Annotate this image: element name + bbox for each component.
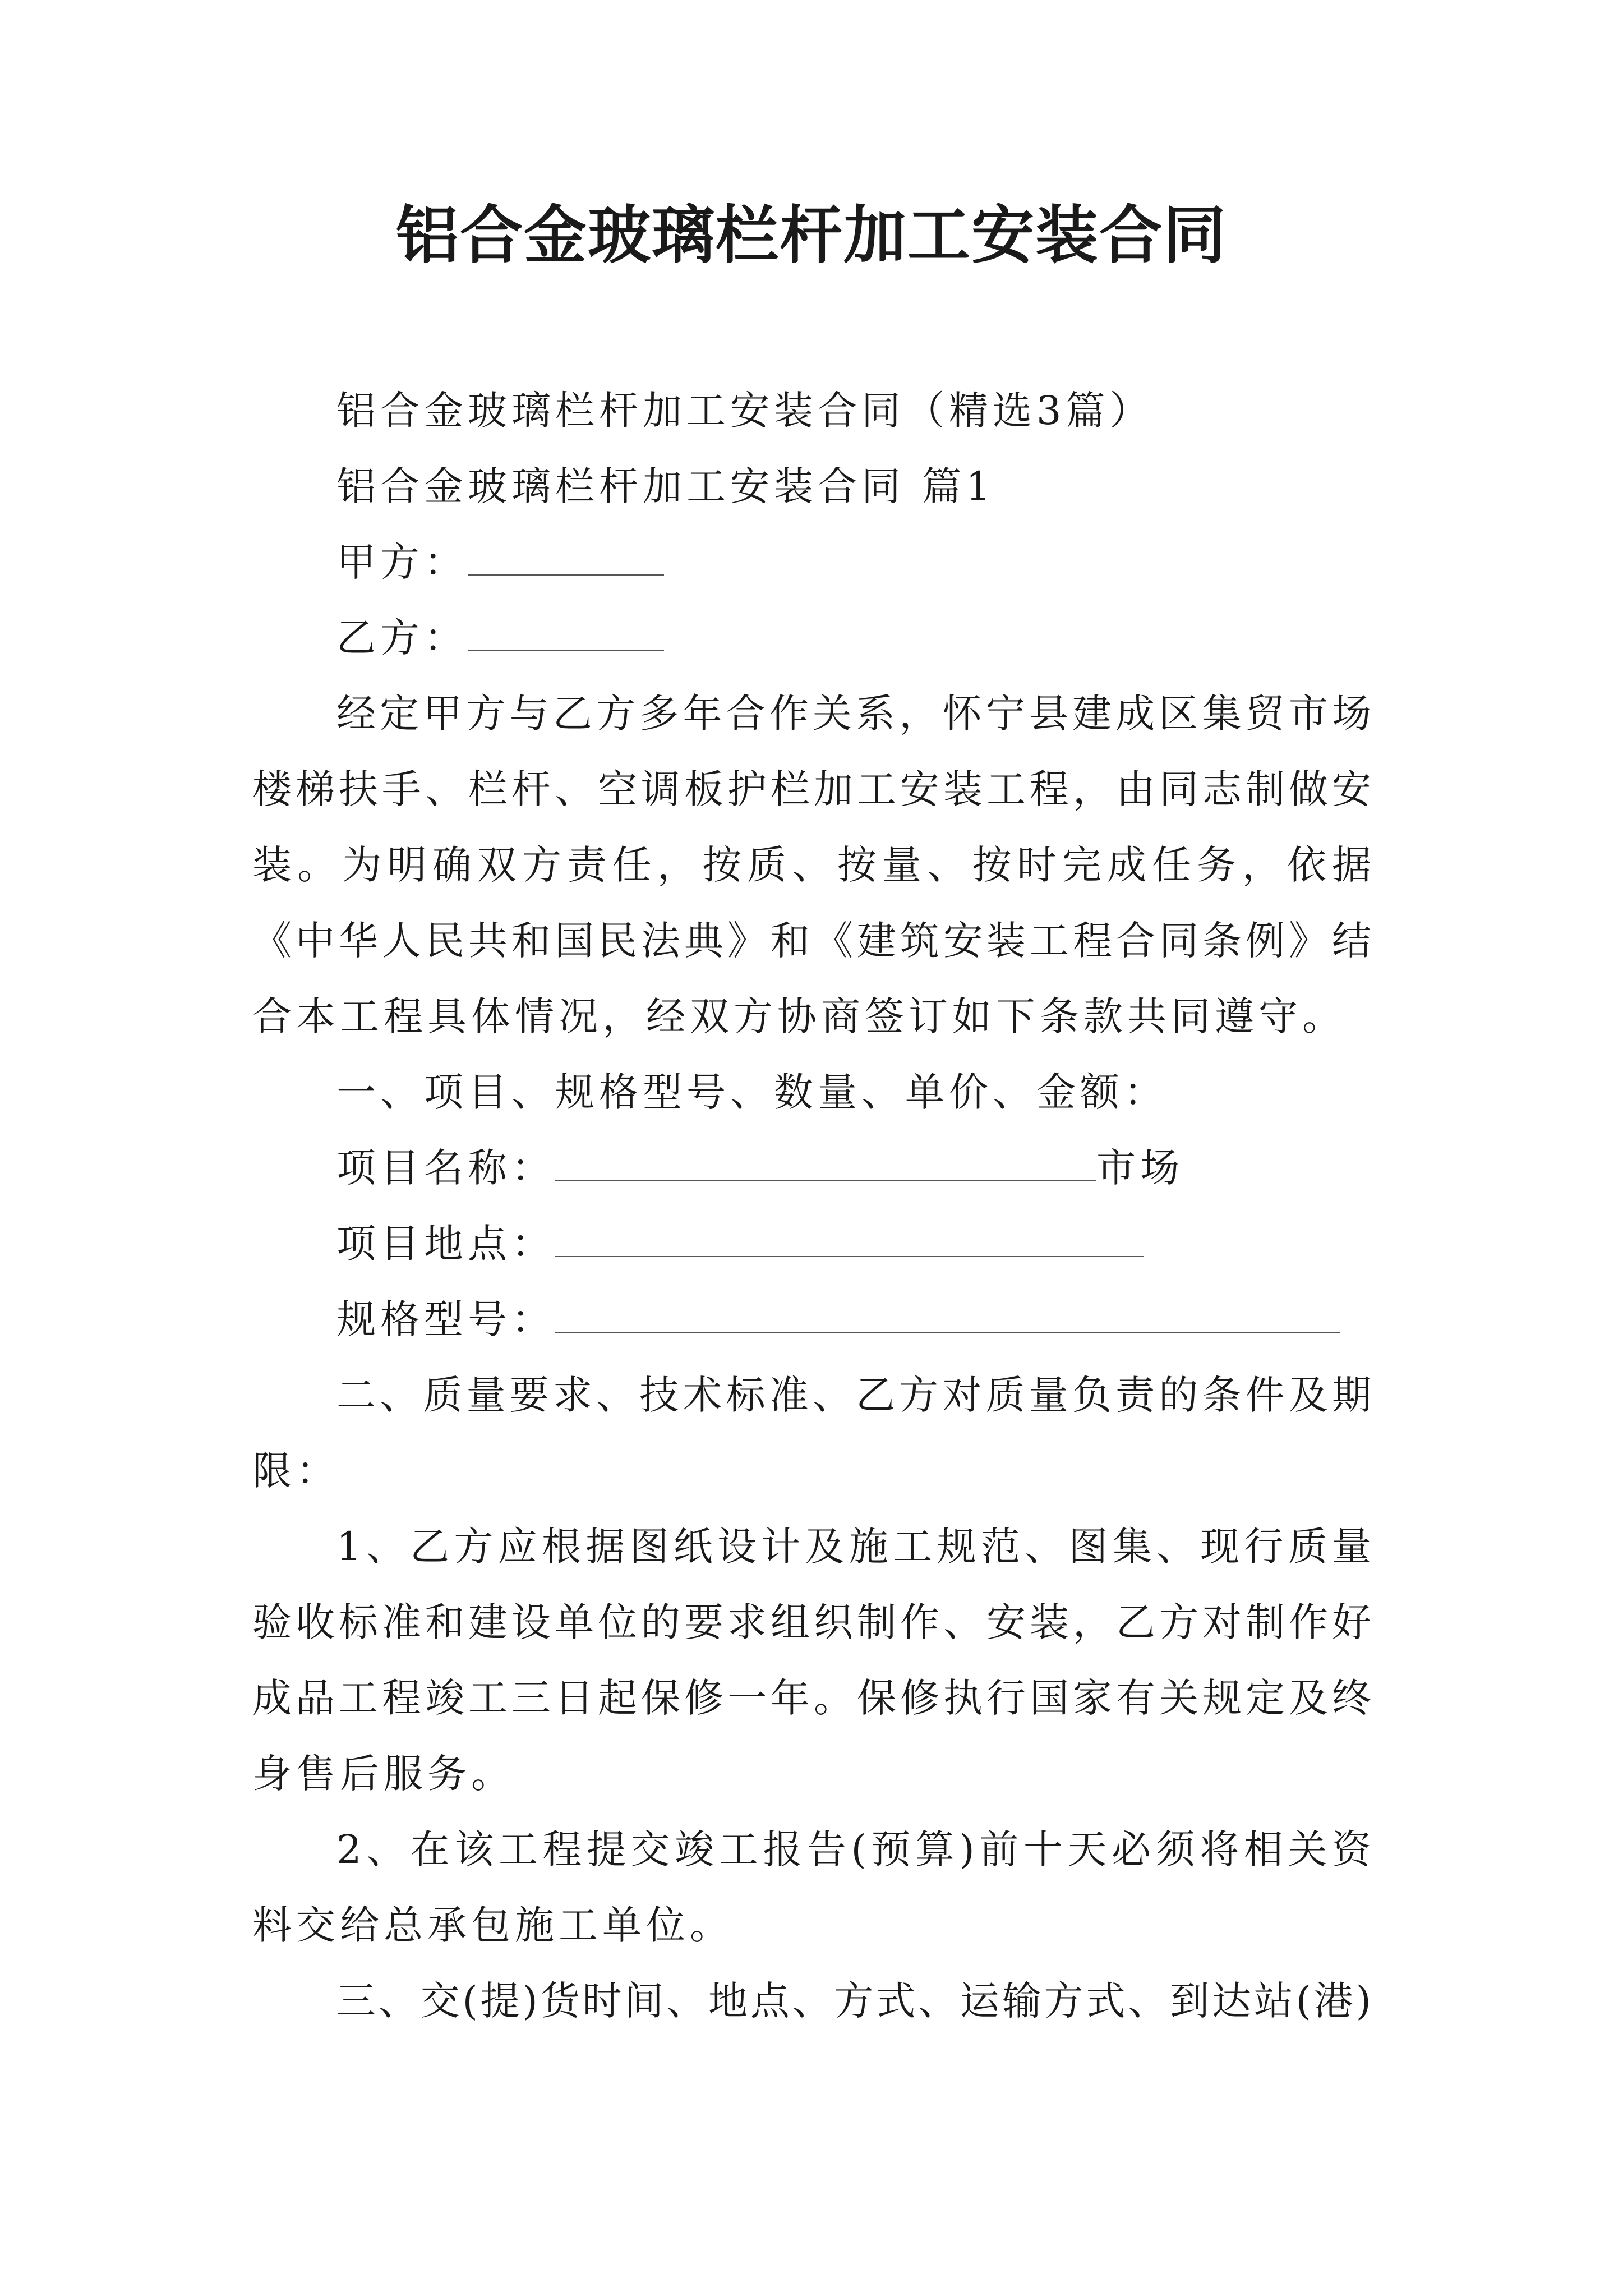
project-name-label: 项目名称： (336, 1145, 555, 1191)
intro-line-2: 楼梯扶手、栏杆、空调板护栏加工安装工程，由同志制做安 (252, 766, 1371, 812)
intro-line-1: 经定甲方与乙方多年合作关系，怀宁县建成区集贸市场 (336, 691, 1371, 737)
clause-2-line-1: 二、质量要求、技术标准、乙方对质量负责的条件及期 (336, 1372, 1371, 1418)
party-b-blank (468, 615, 664, 651)
clause-1-heading: 一、项目、规格型号、数量、单价、金额： (336, 1069, 1168, 1115)
party-a-blank (468, 540, 664, 576)
project-name-blank (555, 1145, 1096, 1181)
intro-line-5: 合本工程具体情况，经双方协商签订如下条款共同遵守。 (252, 993, 1346, 1039)
page-title: 铝合金玻璃栏杆加工安装合同 (396, 199, 1227, 272)
item-1-line-3: 成品工程竣工三日起保修一年。保修执行国家有关规定及终 (252, 1675, 1371, 1721)
item-1-line-2: 验收标准和建设单位的要求组织制作、安装，乙方对制作好 (252, 1599, 1371, 1645)
project-name-line (336, 1140, 1184, 1196)
item-1-line-1: 1、乙方应根据图纸设计及施工规范、图集、现行质量 (336, 1524, 1371, 1570)
spec-label: 规格型号： (336, 1296, 555, 1342)
project-location-label: 项目地点： (336, 1221, 555, 1267)
project-name-suffix: 市场 (1096, 1145, 1184, 1191)
item-1-line-4: 身售后服务。 (252, 1751, 515, 1797)
spec-line (336, 1291, 1340, 1347)
intro-line-3: 装。为明确双方责任，按质、按量、按时完成任务，依据 (252, 842, 1371, 888)
item-2-line-2: 料交给总承包施工单位。 (252, 1902, 734, 1948)
clause-2-line-2: 限： (252, 1448, 340, 1494)
item-2-line-1: 2、在该工程提交竣工报告(预算)前十天必须将相关资 (336, 1826, 1371, 1872)
party-b-line (336, 610, 664, 666)
project-location-line (336, 1216, 1144, 1272)
spec-blank (555, 1297, 1340, 1333)
project-location-blank (555, 1221, 1144, 1257)
clause-3-line-1: 三、交(提)货时间、地点、方式、运输方式、到达站(港) (336, 1978, 1371, 2024)
party-a-label: 甲方： (336, 539, 468, 585)
document-subtitle: 铝合金玻璃栏杆加工安装合同（精选3篇） (336, 388, 1154, 434)
section-heading: 铝合金玻璃栏杆加工安装合同 篇1 (336, 463, 995, 509)
intro-line-4: 《中华人民共和国民法典》和《建筑安装工程合同条例》结 (252, 918, 1371, 964)
party-b-label: 乙方： (336, 615, 468, 661)
party-a-line (336, 534, 664, 590)
